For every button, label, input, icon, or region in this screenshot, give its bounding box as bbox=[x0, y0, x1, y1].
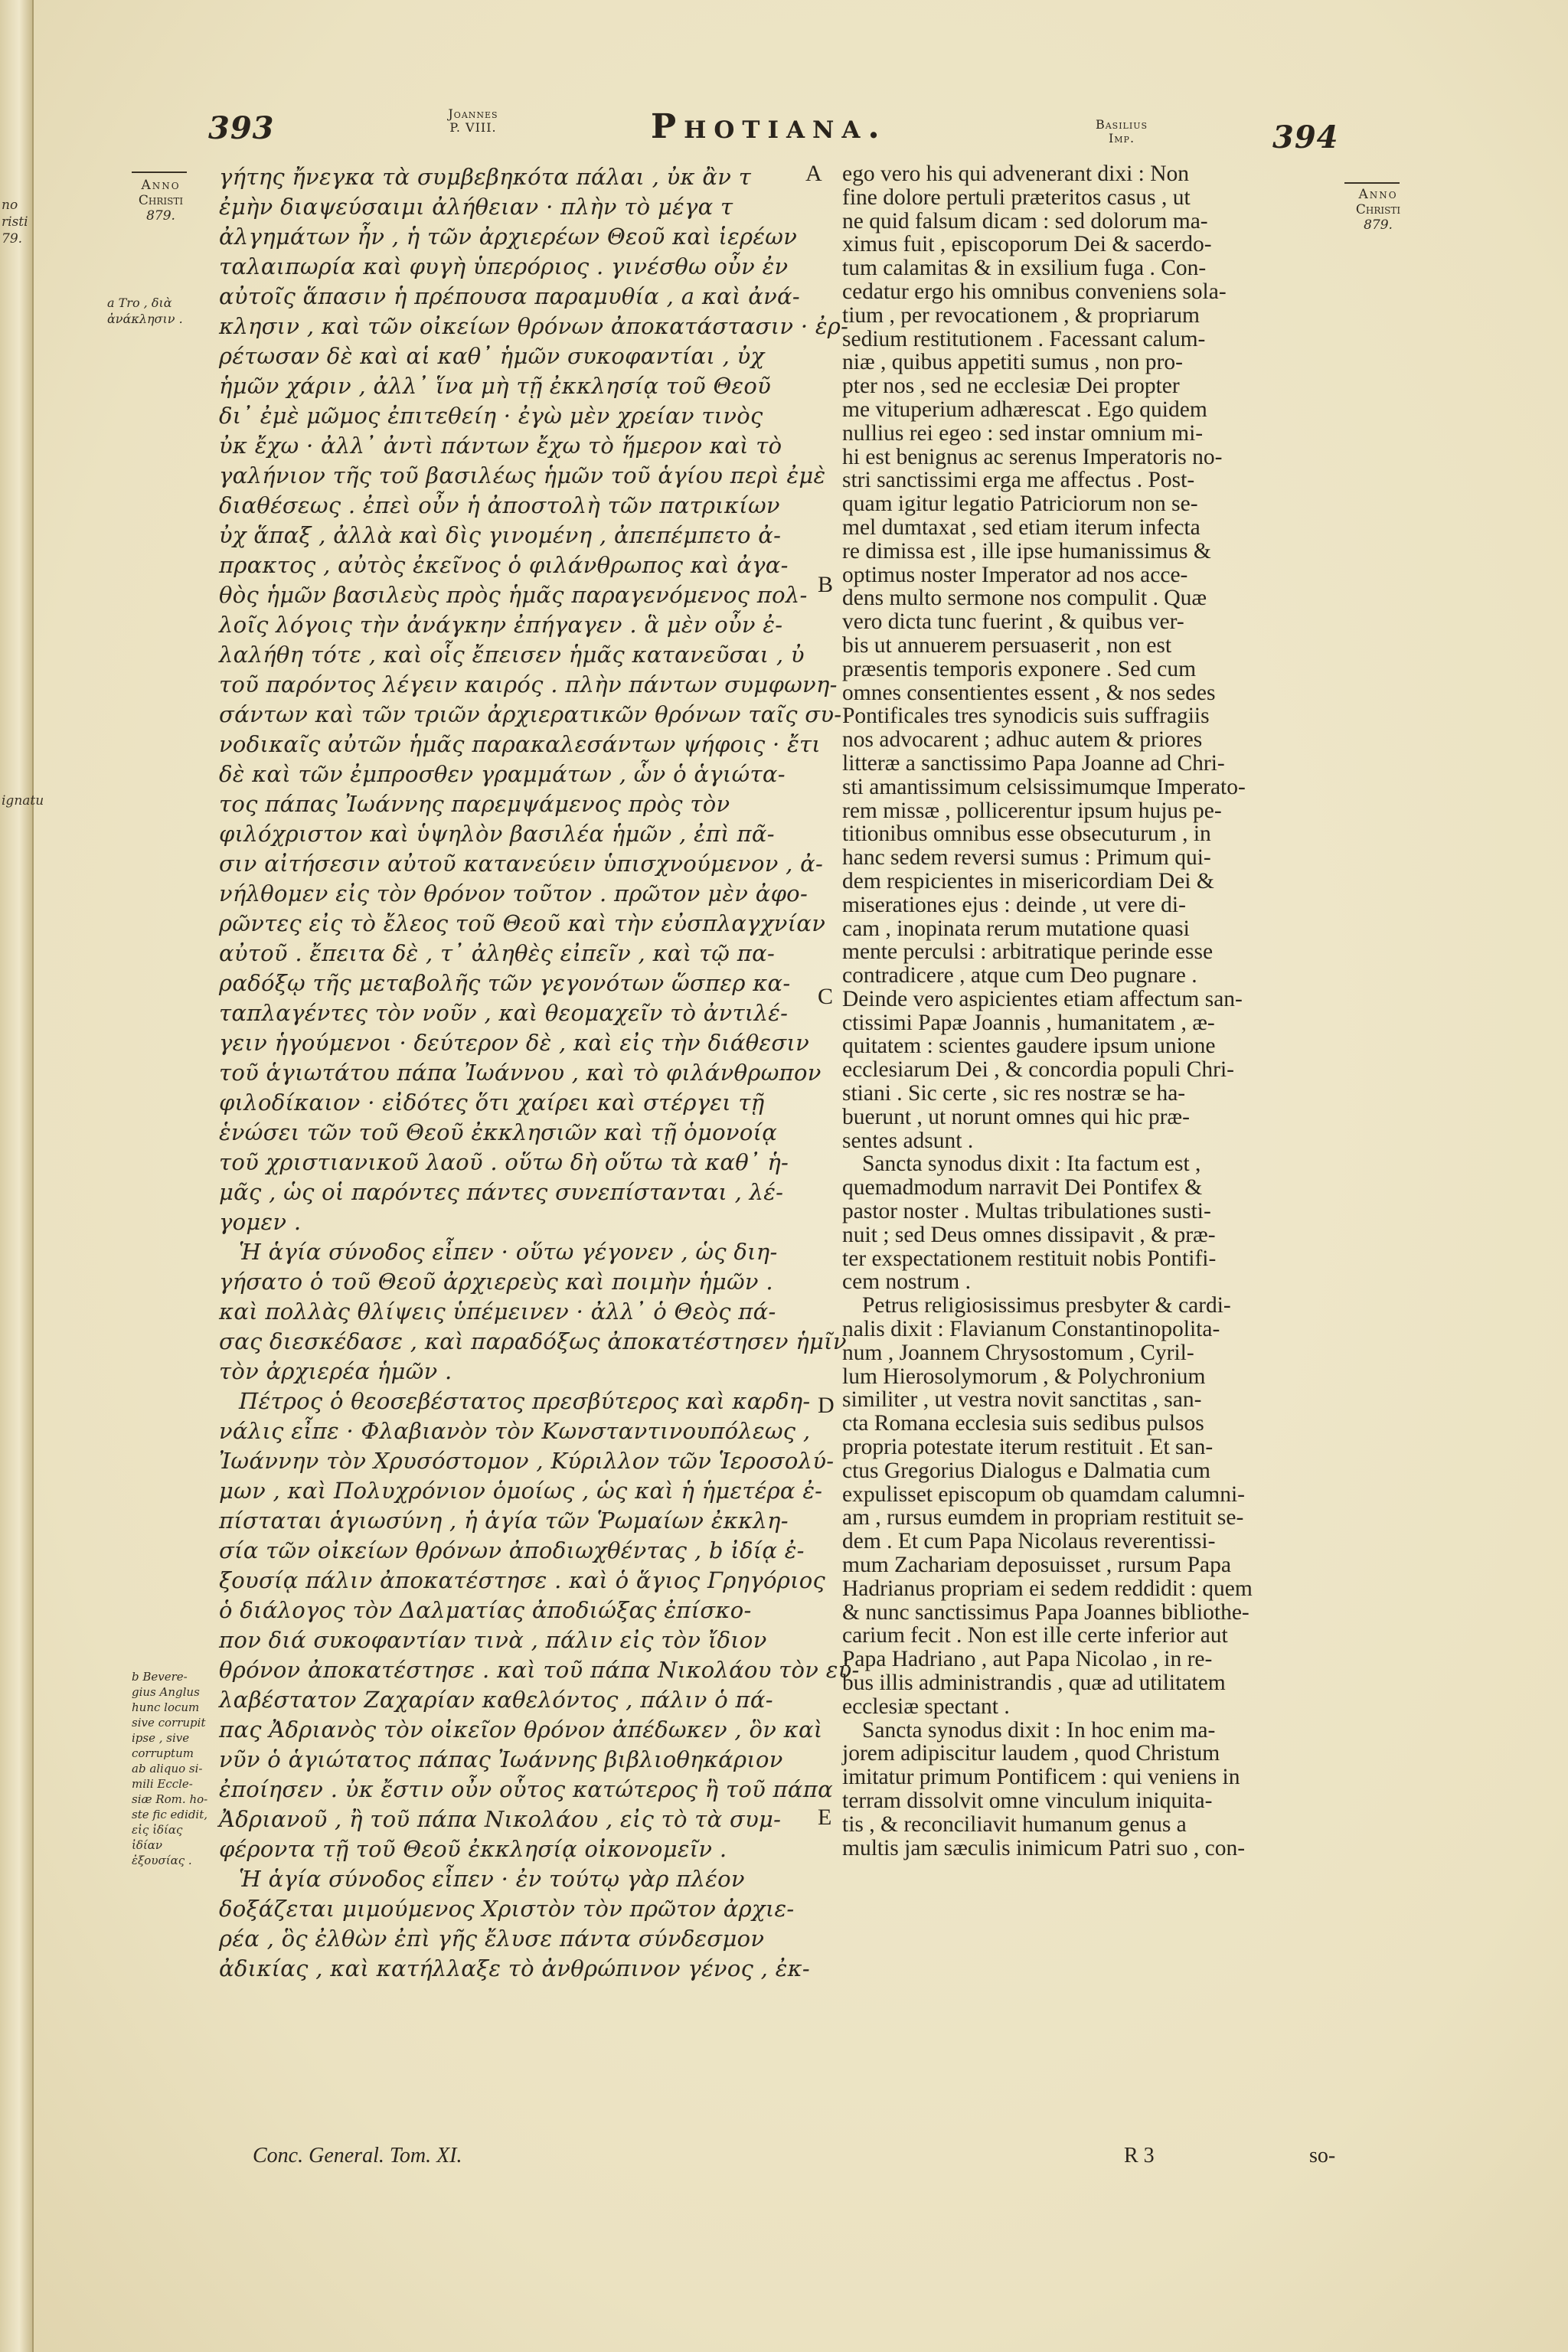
text-line: litteræ a sanctissimo Papa Joanne ad Chri- bbox=[842, 750, 1225, 776]
text-line: διαθέσεως . ἐπεὶ οὖν ἡ ἀποστολὴ τῶν πατρικίων bbox=[219, 492, 780, 518]
text-line: γομεν . bbox=[219, 1209, 302, 1235]
text-line: γήσατο ὁ τοῦ Θεοῦ ἀρχιερεὺς καὶ ποιμὴν ἡμῶν . bbox=[219, 1269, 773, 1295]
text-line: multis jam sæculis inimicum Patri suo , con- bbox=[842, 1835, 1246, 1860]
runhead-line: Imp. bbox=[1108, 131, 1135, 145]
text-line: δοξάζεται μιμούμενος Χριστὸν τὸν πρῶτον ἀρχιε- bbox=[219, 1896, 795, 1922]
page-header bbox=[0, 101, 1568, 162]
right-running-head bbox=[1072, 118, 1171, 145]
section-letter-b: B bbox=[818, 572, 834, 597]
text-line: ctissimi Papæ Joannis , humanitatem , æ- bbox=[842, 1010, 1215, 1035]
text-line: tum calamitas & in exsilium fuga . Con- bbox=[842, 256, 1207, 281]
text-line: cta Romana ecclesia suis sedibus pulsos bbox=[842, 1411, 1204, 1436]
text-line: lum Hierosolymorum , & Polychronium bbox=[842, 1364, 1206, 1389]
left-page-number: 393 bbox=[208, 110, 275, 146]
note-line: a Tro , διὰ bbox=[107, 296, 172, 310]
text-line: quemadmodum narravit Dei Pontifex & bbox=[842, 1175, 1203, 1200]
section-letter-e: E bbox=[818, 1805, 832, 1830]
text-line: πρακτος , αὐτὸς ἐκεῖνος ὁ φιλάνθρωπος καὶ ἀγα- bbox=[219, 552, 789, 578]
text-line: ρῶντες εἰς τὸ ἔλεος τοῦ Θεοῦ καὶ τὴν εὐσπλαγχνίαν bbox=[219, 910, 826, 936]
runhead-line: Joannes bbox=[448, 106, 498, 121]
text-line: Papa Hadriano , aut Papa Nicolao , in re- bbox=[842, 1647, 1213, 1672]
text-line: stiani . Sic certe , sic res nostræ se ha- bbox=[842, 1081, 1186, 1106]
text-line: ὐχ ἅπαξ , ἀλλὰ καὶ δὶς γινομένη , ἀπεπέμπετο ἀ- bbox=[219, 522, 782, 548]
text-line: stri sanctissimi erga me affectus . Post- bbox=[842, 468, 1195, 493]
text-line: am , rursus eumdem in propriam restituit se- bbox=[842, 1505, 1244, 1530]
text-line: cedatur ergo his omnibus conveniens sola- bbox=[842, 279, 1227, 304]
latin-column bbox=[842, 162, 1302, 1860]
text-line: tium , per revocationem , & propriarum bbox=[842, 302, 1200, 328]
text-line: tis , & reconciliavit humanum genus a bbox=[842, 1811, 1187, 1837]
text-line: quam igitur legatio Patriciorum non se- bbox=[842, 492, 1198, 517]
text-line: ecclesiæ spectant . bbox=[842, 1694, 1010, 1719]
text-line: titionibus omnibus esse obsecuturum , in bbox=[842, 822, 1211, 847]
runhead-line: P. VIII. bbox=[449, 120, 497, 135]
signature-mark: R 3 bbox=[1124, 2144, 1155, 2167]
text-line: Sancta synodus dixit : Ita factum est , bbox=[862, 1152, 1201, 1177]
text-line: πον διά συκοφαντίαν τινὰ , πάλιν εἰς τὸν ἴδιον bbox=[219, 1627, 767, 1653]
text-line: propria potestate iterum restituit . Et san- bbox=[842, 1435, 1214, 1460]
text-line: re dimissa est , ille ipse humanissimus & bbox=[842, 538, 1211, 564]
text-line: δὲ καὶ τῶν ἐμπροσθεν γραμμάτων , ὧν ὁ ἁγιώτα- bbox=[219, 761, 786, 787]
prev-page-fragment: no bbox=[2, 198, 18, 213]
text-line: δι᾽ ἐμὲ μῶμος ἐπιτεθείη · ἐγὼ μὲν χρείαν τινὸς bbox=[219, 403, 763, 429]
text-line: γειν ἡγούμενοι · δεύτερον δὲ , καὶ εἰς τὴν διάθεσιν bbox=[219, 1030, 810, 1056]
text-line: τοῦ παρόντος λέγειν καιρός . πλὴν πάντων συμφωνη- bbox=[219, 671, 838, 697]
catchword: so- bbox=[1309, 2144, 1336, 2167]
runhead-line: Basilius bbox=[1095, 117, 1148, 132]
section-letter-a: A bbox=[805, 161, 822, 186]
text-line: σιν αἰτήσεσιν αὐτοῦ κατανεύειν ὑπισχνούμενον , ἀ- bbox=[219, 851, 824, 877]
text-line: Ἰωάννην τὸν Χρυσόστομον , Κύριλλον τῶν Ἱεροσολύ- bbox=[219, 1448, 835, 1474]
year-christi: Christi bbox=[1355, 202, 1401, 217]
right-page-number: 394 bbox=[1272, 119, 1339, 155]
prev-page-fragment: ignatu bbox=[2, 793, 44, 808]
text-line: mente perculsi : arbitratique perinde esse bbox=[842, 939, 1214, 965]
text-line: mum Zachariam deposuisset , rursum Papa bbox=[842, 1553, 1231, 1578]
text-line: jorem adipiscitur laudem , quod Christum bbox=[842, 1741, 1220, 1766]
text-line: nuit ; sed Deus omnes dissipavit , & præ- bbox=[842, 1222, 1216, 1247]
text-line: quitatem : scientes gaudere ipsum unione bbox=[842, 1034, 1216, 1059]
left-year-note bbox=[115, 178, 207, 224]
text-line: Sancta synodus dixit : In hoc enim ma- bbox=[862, 1717, 1216, 1743]
text-line: λοῖς λόγοις τὴν ἀνάγκην ἐπήγαγεν . ἃ μὲν οὖν ἐ- bbox=[219, 612, 783, 638]
text-line: expulisset episcopum ob quamdam calumni- bbox=[842, 1481, 1245, 1507]
text-line: bus illis administrandis , quæ ad utilitatem bbox=[842, 1671, 1226, 1695]
text-line: vero dicta tunc fuerint , & quibus ver- bbox=[842, 609, 1184, 635]
note-line: sive corrupit bbox=[132, 1716, 206, 1730]
text-line: terram dissolvit omne vinculum iniquita- bbox=[842, 1788, 1213, 1813]
text-line: similiter , ut vestra novit sanctitas , san- bbox=[842, 1387, 1202, 1413]
text-line: buerunt , ut norunt omnes qui hic præ- bbox=[842, 1104, 1190, 1129]
marginal-note-b bbox=[132, 1669, 216, 1868]
text-line: μᾶς , ὡς οἱ παρόντες πάντες συνεπίστανται , λέ- bbox=[219, 1179, 784, 1205]
text-line: ἡμῶν χάριν , ἀλλ᾽ ἵνα μὴ τῇ ἐκκλησίᾳ τοῦ Θεοῦ bbox=[219, 373, 772, 399]
note-line: ste fic edidit, bbox=[132, 1808, 208, 1821]
text-line: rem missæ , pollicerentur ipsum hujus pe- bbox=[842, 798, 1222, 823]
text-line: ἐποίησεν . ὐκ ἔστιν οὖν οὗτος κατώτερος ἢ τοῦ πάπα bbox=[219, 1776, 834, 1802]
text-line: ἀδικίας , καὶ κατήλλαξε τὸ ἀνθρώπινον γένος , ἐκ- bbox=[219, 1955, 810, 1981]
text-line: imitatur primum Pontificem : qui veniens in bbox=[842, 1765, 1240, 1790]
note-line: corruptum bbox=[132, 1746, 194, 1760]
text-line: dens multo sermone nos compulit . Quæ bbox=[842, 586, 1207, 611]
text-line: λαλήθη τότε , καὶ οἷς ἔπεισεν ἡμᾶς κατανεῦσαι , ὐ bbox=[219, 642, 805, 668]
previous-page-edge bbox=[0, 0, 44, 2352]
year-number: 879. bbox=[146, 208, 175, 224]
text-line: νήλθομεν εἰς τὸν θρόνον τοῦτον . πρῶτον μὲν ἀφο- bbox=[219, 880, 808, 906]
year-christi: Christi bbox=[138, 193, 184, 208]
text-line: ne quid falsum dicam : sed dolorum ma- bbox=[842, 208, 1208, 234]
text-line: optimus noster Imperator ad nos acce- bbox=[842, 562, 1188, 587]
text-line: cem nostrum . bbox=[842, 1269, 971, 1295]
text-line: mel dumtaxat , sed etiam iterum infecta bbox=[842, 514, 1200, 540]
text-line: αὐτοῦ . ἔπειτα δὲ , τ᾽ ἀληθὲς εἰπεῖν , καὶ τῷ πα- bbox=[219, 940, 776, 966]
text-line: ταλαιπωρία καὶ φυγὴ ὑπερόριος . γινέσθω οὖν ἐν bbox=[219, 253, 789, 279]
text-line: γήτης ἤνεγκα τὰ συμβεβηκότα πάλαι , ὐκ ἂν τ bbox=[219, 164, 752, 190]
text-line: πίσταται ἁγιωσύνη , ἡ ἁγία τῶν Ῥωμαίων ἐκκλη- bbox=[219, 1508, 789, 1534]
note-line: hunc locum bbox=[132, 1700, 200, 1714]
text-line: sedium restitutionem . Facessant calum- bbox=[842, 326, 1206, 351]
text-line: carium fecit . Non est ille certe inferior aut bbox=[842, 1623, 1228, 1648]
text-line: fine dolore pertuli præteritos casus , ut bbox=[842, 185, 1191, 210]
note-line: ἐξουσίας . bbox=[132, 1854, 192, 1867]
note-line: ab aliquo si- bbox=[132, 1762, 203, 1775]
text-line: ρέτωσαν δὲ καὶ αἱ καθ᾽ ἡμῶν συκοφαντίαι , ὐχ bbox=[219, 343, 765, 369]
text-line: ὐκ ἔχω · ἀλλ᾽ ἀντὶ πάντων ἔχω τὸ ἥμερον καὶ τὸ bbox=[219, 433, 782, 459]
text-line: Petrus religiosissimus presbyter & cardi- bbox=[862, 1293, 1231, 1318]
text-line: hi est benignus ac serenus Imperatoris no- bbox=[842, 444, 1223, 469]
text-line: nullius rei egeo : sed instar omnium mi- bbox=[842, 420, 1204, 446]
text-line: contradicere , atque cum Deo pugnare . bbox=[842, 963, 1197, 988]
note-line: εἰς ἰδίας ἰδίαν bbox=[132, 1823, 183, 1852]
text-line: νοδικαῖς αὐτῶν ἡμᾶς παρακαλεσάντων ψήφοις · ἔτι bbox=[219, 731, 821, 757]
text-line: bis ut annuerem persuaserit , non est bbox=[842, 632, 1172, 658]
year-rule-right bbox=[1344, 182, 1400, 184]
text-line: κλησιν , καὶ τῶν οἰκείων θρόνων ἀποκατάστασιν · ἐρ- bbox=[219, 313, 849, 339]
text-line: τὸν ἀρχιερέα ἡμῶν . bbox=[219, 1358, 452, 1384]
text-line: dem . Et cum Papa Nicolaus reverentissi- bbox=[842, 1529, 1216, 1554]
left-running-head bbox=[420, 107, 527, 135]
text-line: Πέτρος ὁ θεοσεβέστατος πρεσβύτερος καὶ καρδη- bbox=[239, 1388, 811, 1414]
text-line: hanc sedem reversi sumus : Primum qui- bbox=[842, 845, 1211, 871]
prev-page-fragment: 79. bbox=[2, 231, 23, 247]
text-line: γαλήνιον τῆς τοῦ βασιλέως ἡμῶν τοῦ ἁγίου περὶ ἐμὲ bbox=[219, 462, 826, 488]
text-line: τοῦ ἁγιωτάτου πάπα Ἰωάννου , καὶ τὸ φιλάνθρωπον bbox=[219, 1060, 822, 1086]
year-anno: Anno bbox=[1358, 187, 1398, 202]
text-line: ραδόξῳ τῆς μεταβολῆς τῶν γεγονότων ὥσπερ κα- bbox=[219, 970, 791, 996]
text-line: Ἡ ἁγία σύνοδος εἶπεν · οὕτω γέγονεν , ὡς διη- bbox=[239, 1239, 778, 1265]
year-anno: Anno bbox=[141, 178, 181, 193]
text-line: Ἡ ἁγία σύνοδος εἶπεν · ἐν τούτῳ γὰρ πλέον bbox=[239, 1866, 745, 1892]
text-line: πας Ἀδριανὸς τὸν οἰκεῖον θρόνον ἀπέδωκεν , ὃν καὶ bbox=[219, 1717, 823, 1743]
text-line: miserationes ejus : deinde , ut vere di- bbox=[842, 892, 1186, 917]
note-line: gius Anglus bbox=[132, 1685, 200, 1699]
text-line: pter nos , sed ne ecclesiæ Dei propter bbox=[842, 374, 1180, 399]
text-line: σας διεσκέδασε , καὶ παραδόξως ἀποκατέστησεν ἡμῖν bbox=[219, 1328, 847, 1354]
text-line: ἑνώσει τῶν τοῦ Θεοῦ ἐκκλησιῶν καὶ τῇ ὁμονοίᾳ bbox=[219, 1119, 778, 1145]
year-number: 879. bbox=[1364, 217, 1393, 233]
text-line: θρόνον ἀποκατέστησε . καὶ τοῦ πάπα Νικολάου τὸν εὐ- bbox=[219, 1657, 860, 1683]
text-line: sti amantissimum celsissimumque Imperato- bbox=[842, 774, 1246, 799]
text-line: ter exspectationem restituit nobis Pontifi- bbox=[842, 1246, 1217, 1271]
text-line: cam , inopinata rerum mutatione quasi bbox=[842, 916, 1190, 941]
text-line: φέροντα τῇ τοῦ Θεοῦ ἐκκλησίᾳ οἰκονομεῖν . bbox=[219, 1836, 727, 1862]
text-line: Pontificales tres synodicis suis suffragiis bbox=[842, 704, 1210, 729]
note-line: b Bevere- bbox=[132, 1670, 188, 1684]
text-line: ximus fuit , episcoporum Dei & sacerdo- bbox=[842, 232, 1212, 257]
text-line: num , Joannem Chrysostomum , Cyril- bbox=[842, 1340, 1194, 1365]
text-line: ταπλαγέντες τὸν νοῦν , καὶ θεομαχεῖν τὸ ἀντιλέ- bbox=[219, 1000, 789, 1026]
year-rule-left bbox=[132, 172, 187, 173]
text-line: ecclesiarum Dei , & concordia populi Chri- bbox=[842, 1057, 1234, 1083]
text-line: ctus Gregorius Dialogus e Dalmatia cum bbox=[842, 1458, 1210, 1483]
prev-page-fragment: risti bbox=[2, 214, 28, 230]
text-line: ἀλγημάτων ἦν , ἡ τῶν ἀρχιερέων Θεοῦ καὶ ἱερέων bbox=[219, 224, 798, 250]
text-line: Ἀδριανοῦ , ἢ τοῦ πάπα Νικολάου , εἰς τὸ τὰ συμ- bbox=[219, 1806, 782, 1832]
note-line: ἀνάκλησιν . bbox=[107, 312, 183, 326]
text-line: Deinde vero aspicientes etiam affectum san- bbox=[842, 986, 1243, 1011]
text-line: σία τῶν οἰκείων θρόνων ἀποδιωχθέντας , b ἰδίᾳ ἐ- bbox=[219, 1537, 805, 1563]
text-line: ὁ διάλογος τὸν Δαλματίας ἀποδιώξας ἐπίσκο- bbox=[219, 1597, 752, 1623]
text-line: ego vero his qui advenerant dixi : Non bbox=[842, 162, 1190, 186]
text-line: nalis dixit : Flavianum Constantinopolita- bbox=[842, 1317, 1220, 1342]
text-line: μων , καὶ Πολυχρόνιον ὁμοίως , ὡς καὶ ἡ ἡμετέρα ἐ- bbox=[219, 1478, 823, 1504]
text-line: φιλόχριστον καὶ ὑψηλὸν βασιλέα ἡμῶν , ἐπὶ πᾶ- bbox=[219, 821, 775, 847]
text-line: præsentis temporis exponere . Sed cum bbox=[842, 656, 1197, 681]
section-letter-d: D bbox=[818, 1393, 835, 1418]
text-line: τοῦ χριστιανικοῦ λαοῦ . οὕτω δὴ οὕτω τὰ καθ᾽ ἡ- bbox=[219, 1149, 789, 1175]
text-line: φιλοδίκαιον · εἰδότες ὅτι χαίρει καὶ στέργει τῇ bbox=[219, 1089, 765, 1116]
text-line: νῦν ὁ ἁγιώτατος πάπας Ἰωάννης βιβλιοθηκάριον bbox=[219, 1746, 783, 1772]
note-line: ipse , sive bbox=[132, 1731, 190, 1745]
volume-footer: Conc. General. Tom. XI. bbox=[253, 2144, 462, 2167]
text-line: ρέα , ὃς ἐλθὼν ἐπὶ γῆς ἔλυσε πάντα σύνδεσμον bbox=[219, 1926, 765, 1952]
text-line: sentes adsunt . bbox=[842, 1128, 974, 1153]
text-line: σάντων καὶ τῶν τριῶν ἀρχιερατικῶν θρόνων ταῖς συ- bbox=[219, 701, 842, 727]
text-line: omnes consentientes essent , & nos sedes bbox=[842, 680, 1216, 705]
text-line: Hadrianus propriam ei sedem reddidit : quem bbox=[842, 1576, 1253, 1601]
text-line: pastor noster . Multas tribulationes susti- bbox=[842, 1199, 1211, 1224]
note-line: siæ Rom. ho- bbox=[132, 1792, 208, 1806]
text-line: ξουσίᾳ πάλιν ἀποκατέστησε . καὶ ὁ ἅγιος Γρηγόριος bbox=[219, 1567, 826, 1593]
text-line: νάλις εἶπε · Φλαβιανὸν τὸν Κωνσταντινουπόλεως , bbox=[219, 1418, 811, 1444]
text-line: θὸς ἡμῶν βασιλεὺς πρὸς ἡμᾶς παραγενόμενος πολ- bbox=[219, 582, 808, 608]
page-title: Photiana. bbox=[651, 107, 887, 146]
greek-column bbox=[219, 162, 860, 1984]
text-line: λαβέστατον Ζαχαρίαν καθελόντος , πάλιν ὁ πά- bbox=[219, 1687, 773, 1713]
section-letter-c: C bbox=[818, 984, 834, 1009]
right-year-note bbox=[1332, 187, 1424, 233]
text-line: dem respicientes in misericordiam Dei & bbox=[842, 868, 1214, 893]
marginal-note-a bbox=[107, 295, 201, 327]
text-line: καὶ πολλὰς θλίψεις ὑπέμεινεν · ἀλλ᾽ ὁ Θεὸς πά- bbox=[219, 1298, 776, 1325]
text-line: me vituperium adhærescat . Ego quidem bbox=[842, 397, 1207, 422]
text-line: nos advocarent ; adhuc autem & priores bbox=[842, 727, 1203, 753]
text-line: αὐτοῖς ἅπασιν ἡ πρέπουσα παραμυθία , a καὶ ἀνά- bbox=[219, 283, 801, 309]
text-line: & nunc sanctissimus Papa Joannes bibliothe- bbox=[842, 1599, 1250, 1625]
text-line: τος πάπας Ἰωάννης παρεμψάμενος πρὸς τὸν bbox=[219, 791, 730, 817]
text-line: ἐμὴν διαψεύσαιμι ἀλήθειαν · πλὴν τὸ μέγα τ bbox=[219, 194, 733, 220]
text-line: niæ , quibus appetiti sumus , non pro- bbox=[842, 350, 1183, 375]
note-line: mili Eccle- bbox=[132, 1777, 193, 1791]
